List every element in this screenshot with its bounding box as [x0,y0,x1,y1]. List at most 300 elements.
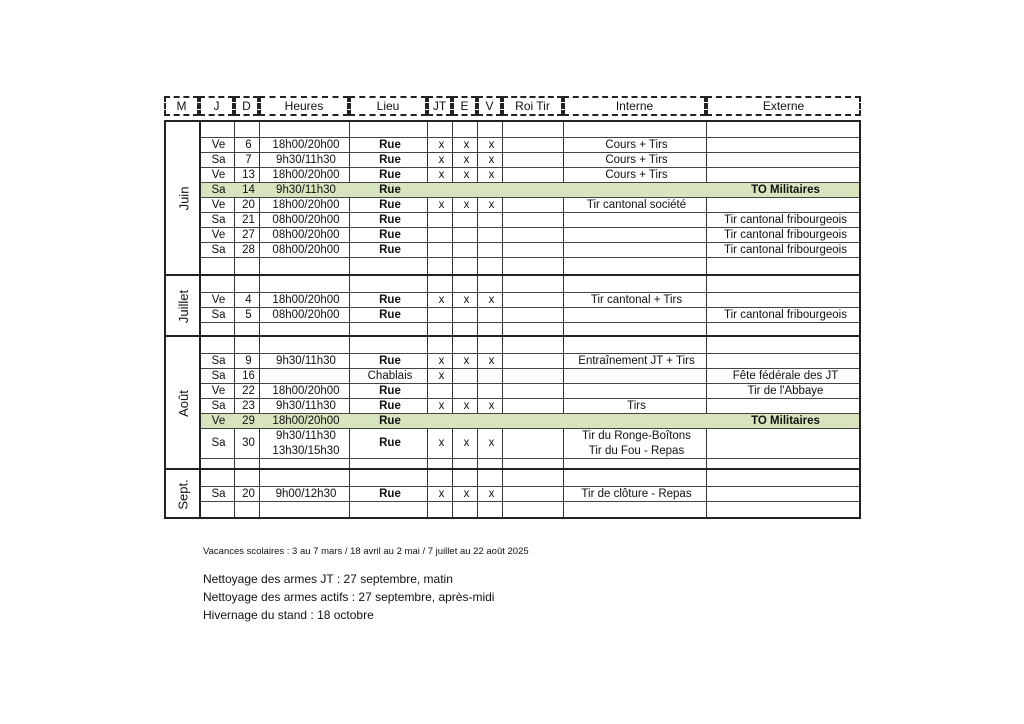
cell-roi [504,502,565,516]
table-row [201,369,859,383]
cell-e: x [463,355,470,367]
cell-lieu [351,278,429,292]
month-label [166,338,201,468]
cell-heures: 08h00/20h00 [272,214,340,226]
month-label [166,471,201,517]
cell-lieu [351,472,429,486]
cell-interne [565,258,708,272]
header-lieu: Lieu [349,96,427,116]
cell-lieu: Rue [379,400,401,412]
cell-interne [565,339,708,353]
header-roi-tir: Roi Tir [502,96,563,116]
table-row [201,459,859,473]
cell-jt [429,258,454,272]
cell-j: Sa [211,355,226,367]
cell-jt: x [438,488,445,500]
cell-roi [504,278,565,292]
cell-heures: 18h00/20h00 [272,385,340,397]
cell-jt [429,183,454,197]
table-row [201,384,859,398]
cell-externe: Fête fédérale des JT [732,370,839,382]
cell-externe [708,153,863,167]
cell-jt: x [438,139,445,151]
table-row [201,414,859,428]
table-row [201,278,859,292]
month-separator [166,274,859,276]
cell-externe: Tir cantonal fribourgeois [724,214,847,226]
cell-e [454,369,479,383]
cell-d: 4 [245,294,252,306]
cell-interne: Tirs [627,400,646,412]
cell-d: 23 [242,400,255,412]
cell-e [454,213,479,227]
cell-v [479,323,504,337]
cell-jt [429,228,454,242]
cell-d [236,502,261,516]
cell-v [479,243,504,257]
cell-line: 9h30/11h30 [276,430,336,442]
cell-jt: x [438,370,445,382]
cell-externe [708,354,863,368]
cell-j [201,278,236,292]
cell-interne: Cours + Tirs [605,139,668,151]
cell-e [454,228,479,242]
cell-externe [708,258,863,272]
cell-heures [261,123,351,137]
cell-j: Sa [211,154,226,166]
cell-heures [261,429,351,458]
cell-d [236,123,261,137]
cell-externe [708,278,863,292]
table-row [201,354,859,368]
cell-interne: Cours + Tirs [605,169,668,181]
cell-interne [565,323,708,337]
cell-jt: x [438,437,445,449]
cell-d: 20 [242,199,255,211]
header-interne: Interne [563,96,706,116]
cell-jt [429,459,454,473]
cell-j [201,323,236,337]
cleaning-jt-note: Nettoyage des armes JT : 27 septembre, matin [203,572,453,586]
table-row [201,308,859,322]
cell-interne: Tir de clôture - Repas [581,488,692,500]
cell-interne [565,459,708,473]
header-m: M [164,96,199,116]
cell-heures: 08h00/20h00 [272,244,340,256]
cell-roi [504,258,565,272]
cell-interne [565,414,708,428]
cell-interne [565,502,708,516]
cell-heures: 18h00/20h00 [272,199,340,211]
cell-lieu [351,459,429,473]
cell-j [201,459,236,473]
cell-d: 14 [242,184,255,196]
cell-roi [504,487,565,501]
cell-heures: 18h00/20h00 [272,415,340,427]
cell-lieu [351,502,429,516]
cell-externe: Tir cantonal fribourgeois [724,309,847,321]
cell-roi [504,123,565,137]
cell-j: Ve [211,139,226,151]
cell-roi [504,183,565,197]
cell-line: Tir du Ronge-Boîtons [582,430,691,442]
cell-interne: Tir cantonal société [586,199,687,211]
cell-v [479,183,504,197]
cleaning-actifs-note: Nettoyage des armes actifs : 27 septembre, après-midi [203,590,495,604]
cell-v [479,278,504,292]
cell-heures [261,339,351,353]
cell-j: Ve [211,169,226,181]
cell-lieu: Rue [379,244,401,256]
cell-j: Ve [211,415,226,427]
table-row [201,429,859,458]
table-row [201,198,859,212]
schedule-table [164,120,861,519]
month-name: Juillet [176,289,191,323]
cell-jt [429,213,454,227]
cell-v [479,213,504,227]
cell-d: 30 [242,437,255,449]
cell-d: 16 [242,370,255,382]
cell-lieu: Rue [379,488,401,500]
cell-heures [261,502,351,516]
cell-jt [429,243,454,257]
table-row [201,168,859,182]
cell-jt: x [438,400,445,412]
cell-d: 9 [245,355,252,367]
cell-externe [708,198,863,212]
cell-j: Ve [211,229,226,241]
cell-lieu: Rue [379,309,401,321]
cell-roi [504,429,565,458]
cell-e [454,414,479,428]
cell-lieu: Rue [379,184,401,196]
cell-lieu: Rue [379,437,401,449]
cell-heures: 9h30/11h30 [276,355,336,367]
cell-d: 13 [242,169,255,181]
cell-v [479,384,504,398]
cell-externe [708,472,863,486]
cell-externe: TO Militaires [751,184,820,196]
cell-jt [429,323,454,337]
cell-heures [261,472,351,486]
cell-interne [565,278,708,292]
cell-roi [504,293,565,307]
cell-roi [504,323,565,337]
cell-j: Ve [211,294,226,306]
cell-interne [565,369,708,383]
cell-jt [429,308,454,322]
cell-roi [504,198,565,212]
cell-e: x [463,400,470,412]
cell-jt [429,384,454,398]
cell-line: 13h30/15h30 [272,445,340,457]
header-heures: Heures [259,96,349,116]
month-label [166,277,201,335]
cell-e [454,502,479,516]
table-row [201,213,859,227]
cell-jt [429,339,454,353]
cell-j: Sa [211,309,226,321]
cell-lieu: Rue [379,139,401,151]
cell-roi [504,384,565,398]
cell-v: x [488,437,495,449]
cell-externe: Tir de l'Abbaye [747,385,824,397]
cell-interne [565,472,708,486]
cell-v [479,228,504,242]
cell-lieu: Rue [379,355,401,367]
cell-interne [565,308,708,322]
month-name: Sept. [175,478,191,510]
cell-j: Sa [211,437,226,449]
cell-e [454,384,479,398]
cell-lieu [351,258,429,272]
cell-j [201,502,236,516]
cell-interne [565,123,708,137]
cell-e [454,459,479,473]
cell-jt: x [438,294,445,306]
cell-j: Sa [211,488,226,500]
table-row [201,228,859,242]
cell-v: x [488,199,495,211]
cell-v: x [488,400,495,412]
cell-roi [504,153,565,167]
cell-heures: 18h00/20h00 [272,294,340,306]
cell-heures: 9h30/11h30 [276,154,336,166]
cell-lieu: Rue [379,154,401,166]
table-row [201,258,859,272]
cell-externe [708,429,863,458]
cell-lieu: Chablais [367,370,413,382]
cell-heures [261,278,351,292]
cell-e [454,258,479,272]
cell-line: Tir du Fou - Repas [588,445,685,457]
cell-heures [261,323,351,337]
cell-jt: x [438,199,445,211]
cell-jt: x [438,154,445,166]
cell-externe [708,487,863,501]
cell-e: x [463,154,470,166]
cell-interne: Cours + Tirs [605,154,668,166]
cell-heures [261,369,351,383]
cell-roi [504,213,565,227]
cell-externe [708,502,863,516]
cell-d: 22 [242,385,255,397]
cell-e [454,183,479,197]
table-row [201,502,859,516]
cell-d [236,339,261,353]
table-row [201,323,859,337]
cell-roi [504,308,565,322]
table-row [201,339,859,353]
cell-e: x [463,488,470,500]
cell-v: x [488,294,495,306]
cell-e [454,243,479,257]
header-d: D [234,96,259,116]
cell-j: Sa [211,214,226,226]
cell-lieu: Rue [379,214,401,226]
cell-jt [429,502,454,516]
cell-roi [504,138,565,152]
cell-roi [504,168,565,182]
cell-d [236,278,261,292]
cell-jt [429,472,454,486]
cell-lieu [351,123,429,137]
cell-e [454,339,479,353]
cell-interne: Tir cantonal + Tirs [590,294,683,306]
cell-jt: x [438,169,445,181]
cell-lieu [351,323,429,337]
cell-v: x [488,488,495,500]
cell-e: x [463,294,470,306]
cell-v [479,339,504,353]
cell-heures: 08h00/20h00 [272,229,340,241]
cell-lieu: Rue [379,229,401,241]
cell-j [201,472,236,486]
cell-heures [261,459,351,473]
cell-externe [708,138,863,152]
cell-roi [504,228,565,242]
cell-e [454,323,479,337]
cell-d: 7 [245,154,252,166]
cell-externe [708,293,863,307]
cell-jt: x [438,355,445,367]
cell-interne [565,228,708,242]
cell-j: Ve [211,385,226,397]
cell-jt [429,123,454,137]
cell-externe [708,339,863,353]
cell-lieu: Rue [379,169,401,181]
cell-roi [504,243,565,257]
cell-externe: Tir cantonal fribourgeois [724,244,847,256]
cell-e [454,278,479,292]
cell-e: x [463,139,470,151]
cell-externe [708,123,863,137]
header-j: J [199,96,234,116]
cell-j: Sa [211,370,226,382]
cell-d: 28 [242,244,255,256]
cell-v [479,369,504,383]
header-v: V [477,96,502,116]
cell-heures: 18h00/20h00 [272,169,340,181]
cell-e: x [463,199,470,211]
table-row [201,123,859,137]
cell-interne [565,429,708,458]
cell-v: x [488,139,495,151]
month-name: Août [176,389,191,417]
table-row [201,399,859,413]
cell-v: x [488,154,495,166]
cell-j: Sa [211,184,226,196]
cell-lieu [351,339,429,353]
cell-roi [504,472,565,486]
table-row [201,472,859,486]
cell-v: x [488,169,495,181]
wintering-note: Hivernage du stand : 18 octobre [203,608,374,622]
school-holidays-note: Vacances scolaires : 3 au 7 mars / 18 avril au 2 mai / 7 juillet au 22 août 2025 [203,546,529,557]
cell-externe [708,459,863,473]
cell-e [454,123,479,137]
cell-d: 29 [242,415,255,427]
month-name: Juin [175,186,191,210]
cell-interne [565,213,708,227]
cell-heures: 9h00/12h30 [275,488,337,500]
header-externe: Externe [706,96,861,116]
cell-roi [504,414,565,428]
header-e: E [452,96,477,116]
table-row [201,487,859,501]
cell-j [201,123,236,137]
cell-heures: 18h00/20h00 [272,139,340,151]
cell-interne [565,384,708,398]
cell-e: x [463,437,470,449]
cell-roi [504,339,565,353]
cell-heures [261,258,351,272]
cell-d: 20 [242,488,255,500]
cell-interne [565,243,708,257]
cell-externe [708,168,863,182]
table-row [201,293,859,307]
cell-externe: TO Militaires [751,415,820,427]
cell-e [454,472,479,486]
cell-roi [504,369,565,383]
cell-j [201,339,236,353]
cell-interne: Entraînement JT + Tirs [578,355,695,367]
cell-v [479,258,504,272]
cell-v [479,123,504,137]
cell-lieu: Rue [379,385,401,397]
cell-lieu: Rue [379,415,401,427]
cell-externe [708,323,863,337]
cell-d [236,258,261,272]
cell-d [236,472,261,486]
table-header [164,96,861,116]
cell-jt [429,278,454,292]
cell-v [479,414,504,428]
cell-v [479,308,504,322]
cell-v [479,502,504,516]
cell-d [236,459,261,473]
cell-v [479,459,504,473]
cell-roi [504,354,565,368]
cell-externe [708,399,863,413]
cell-d [236,323,261,337]
cell-roi [504,459,565,473]
cell-d: 27 [242,229,255,241]
cell-j [201,258,236,272]
cell-d: 6 [245,139,252,151]
header-jt: JT [427,96,452,116]
cell-j: Sa [211,244,226,256]
cell-heures: 08h00/20h00 [272,309,340,321]
cell-jt [429,414,454,428]
cell-j: Ve [211,199,226,211]
table-row [201,153,859,167]
cell-externe: Tir cantonal fribourgeois [724,229,847,241]
cell-d: 5 [245,309,252,321]
cell-interne [565,183,708,197]
table-row [201,243,859,257]
cell-heures: 9h30/11h30 [276,400,336,412]
table-row [201,138,859,152]
cell-e: x [463,169,470,181]
cell-j: Sa [211,400,226,412]
table-row [201,183,859,197]
cell-d: 21 [242,214,255,226]
cell-v [479,472,504,486]
cell-v: x [488,355,495,367]
cell-heures: 9h30/11h30 [276,184,336,196]
